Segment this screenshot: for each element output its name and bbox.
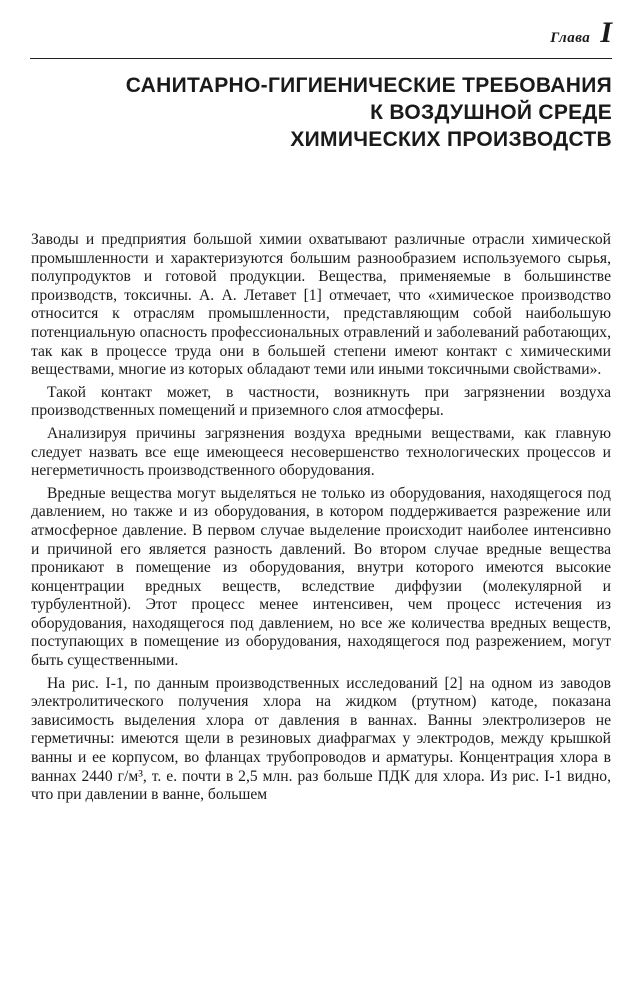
- chapter-label: Глава: [550, 30, 591, 46]
- header-rule: [30, 58, 612, 59]
- running-head: [550, 18, 612, 48]
- paragraph: Анализируя причины загрязнения воздуха вредными веществами, как главную следует назвать все еще имеющееся несовершенство технологических процессов и негерметичность производственного оборудования.: [31, 424, 611, 480]
- paragraph: Вредные вещества могут выделяться не только из оборудования, находящегося под давлением, но также и из оборудования, в котором поддерживается разрежение или атмосферное давление. В первом случае выделение происходит наиболее интенсивно и причиной его является разность давлений. Во втором случае вредные вещества проникают в помещение из оборудования, внутри которого имеются высокие концентрации вредных веществ, вследствие диффузии (молекулярной и турбулентной). Этот процесс менее интенсивен, чем процесс истечения из оборудования, находящегося под давлением, но все же количества вредных веществ, поступающих в помещение из оборудования, находящегося под разрежением, могут быть существенными.: [31, 484, 611, 670]
- paragraph: На рис. I-1, по данным производственных исследований [2] на одном из заводов электролитического получения хлора на жидком (ртутном) катоде, показана зависимость выделения хлора от давления в ваннах. Ванны электролизеров не герметичны: имеются щели в резиновых диафрагмах у электродов, между крышкой ванны и ее корпусом, во фланцах трубопроводов и арматуры. Концентрация хлора в ваннах 2440 г/м³, т. е. почти в 2,5 млн. раз больше ПДК для хлора. Из рис. I-1 видно, что при давлении в ванне, большем: [31, 674, 611, 804]
- body-text: [31, 231, 611, 809]
- chapter-title-line: К ВОЗДУШНОЙ СРЕДЕ: [370, 101, 612, 124]
- chapter-number: I: [600, 16, 612, 49]
- chapter-title-line: САНИТАРНО-ГИГИЕНИЧЕСКИЕ ТРЕБОВАНИЯ: [125, 74, 612, 97]
- paragraph: Такой контакт может, в частности, возникнуть при загрязнении воздуха производственных помещений и приземного слоя атмосферы.: [31, 383, 611, 420]
- chapter-title-line: ХИМИЧЕСКИХ ПРОИЗВОДСТВ: [290, 128, 612, 151]
- chapter-title: [52, 72, 612, 153]
- paragraph: Заводы и предприятия большой химии охватывают различные отрасли химической промышленности и характеризуются большим разнообразием используемого сырья, полупродуктов и готовой продукции. Вещества, применяемые в большинстве производств, токсичны. А. А. Летавет [1] отмечает, что «химическое производство относится к отраслям промышленности, представляющим собой наибольшую потенциальную опасность профессиональных отравлений и заболеваний работающих, так как в процессе труда они в большей степени имеют контакт с химическими веществами, многие из которых обладают теми или иными токсичными свойствами».: [31, 231, 611, 379]
